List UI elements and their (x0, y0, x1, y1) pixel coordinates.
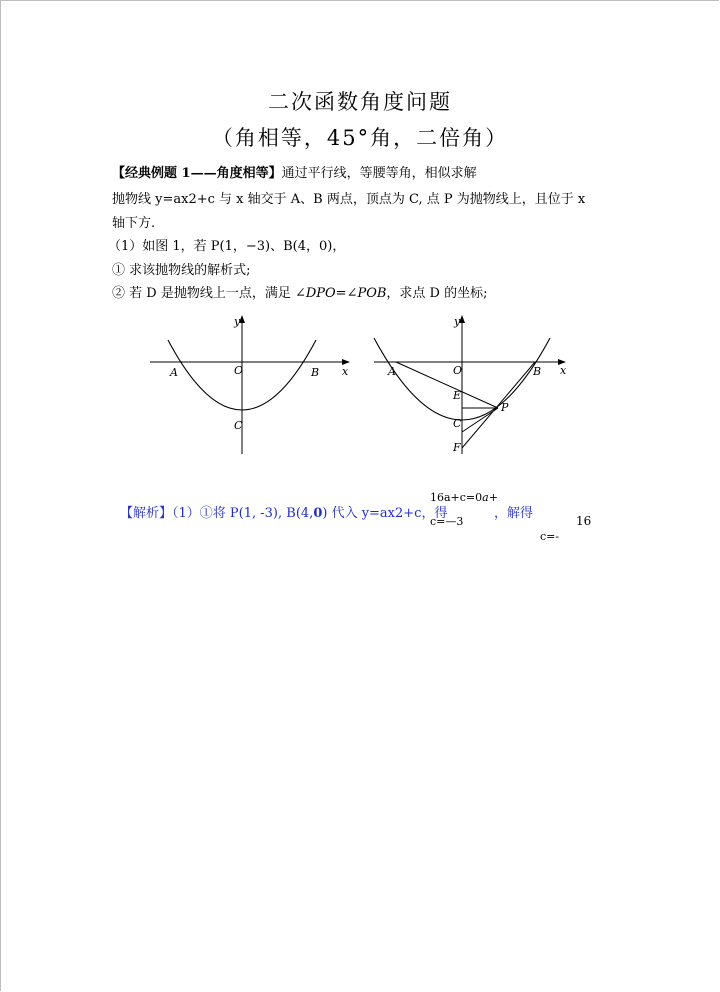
fig1-label-A: A (170, 366, 178, 379)
example-line-5-c: ，求点 D 的坐标; (386, 286, 488, 301)
fig2-label-x: x (560, 364, 567, 377)
fig2-label-O: O (453, 364, 463, 377)
example-line-5-a: ② 若 D 是抛物线上一点，满足 (112, 286, 295, 301)
fig2-label-F: F (453, 441, 461, 454)
fig1-label-x: x (342, 365, 349, 378)
fraction-left: c=- (540, 530, 560, 543)
example-line-3: （1）如图 1，若 P(1，−3)、B(4，0)， (108, 239, 346, 254)
solution-text-1b: 0 (313, 506, 323, 521)
solution-text-1: （1）①将 P(1, -3), B(4, (172, 506, 314, 521)
solution-line (120, 502, 447, 521)
fig2-label-A: A (388, 365, 396, 378)
fig2-label-B: B (533, 365, 542, 378)
equation-1-b: a+ (482, 491, 498, 504)
equation-1-a: 16a+c=0 (430, 491, 483, 504)
example-line-4: ① 求该抛物线的解析式; (112, 263, 251, 278)
fraction-top: 16 (576, 514, 592, 528)
solution-text-2: ) 代入 y=ax2+c，得 (322, 506, 448, 521)
example-line-2: 轴下方. (112, 216, 156, 231)
fig2-line-AP (396, 362, 498, 408)
figure-1 (146, 312, 358, 458)
figure-2 (370, 312, 582, 458)
example-heading-line (112, 162, 477, 181)
fig2-line-BF (462, 362, 535, 448)
equation-1 (430, 491, 498, 504)
example-heading: 【经典例题 1——角度相等】 (112, 166, 282, 181)
fig2-label-C: C (453, 417, 462, 430)
equation-2: c=—3 (430, 515, 464, 528)
fig2-label-y: y (454, 315, 461, 328)
angle-condition: ∠DPO=∠POB (294, 286, 387, 301)
fig2-label-P: P (501, 401, 509, 414)
page-subtitle: （角相等，45°角，二倍角） (211, 126, 509, 150)
solution-label: 【解析】 (120, 506, 173, 521)
solve-text: ，解得 (494, 506, 534, 521)
fig2-label-E: E (453, 389, 462, 402)
example-line-1: 抛物线 y=ax2+c 与 x 轴交于 A、B 两点，顶点为 C, 点 P 为抛物线上，且位于 x (112, 192, 586, 207)
fig1-label-B: B (311, 366, 320, 379)
fig1-label-y: y (234, 315, 241, 328)
fig1-label-C: C (234, 419, 243, 432)
example-line-5 (112, 282, 488, 301)
example-heading-tail: 通过平行线，等腰等角，相似求解 (281, 166, 477, 181)
fig1-label-O: O (234, 364, 244, 377)
page-title: 二次函数角度问题 (268, 90, 452, 114)
